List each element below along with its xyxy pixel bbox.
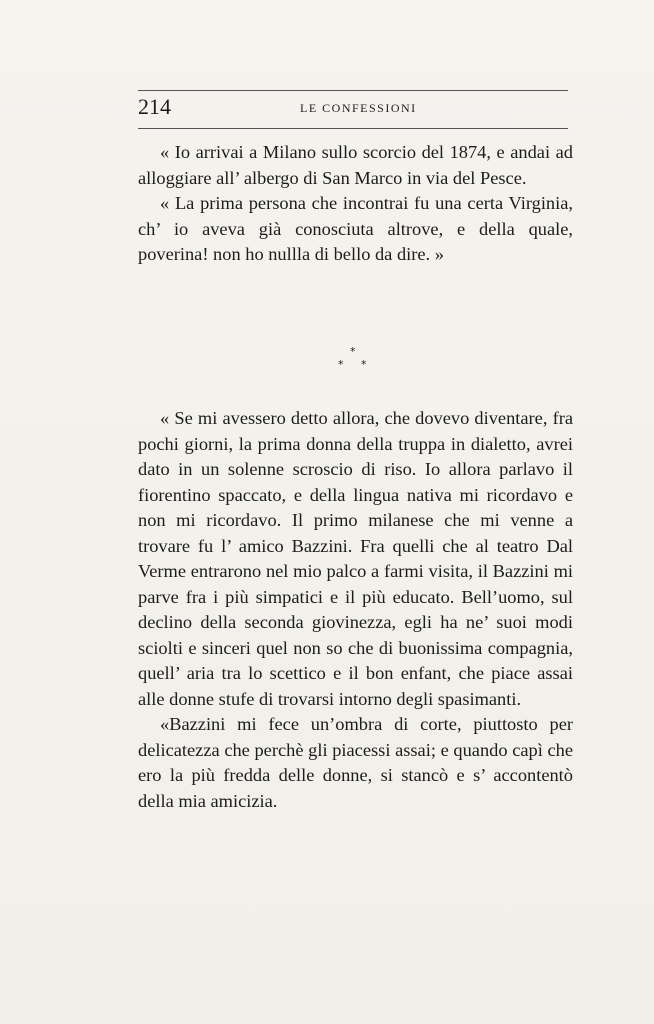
section-asterism [335, 346, 375, 376]
paragraph-bazzini-intro: « Se mi avessero detto allora, che dovevo diventare, fra pochi giorni, la prima donna della truppa in dialetto, avrei dato in un solenne scroscio di riso. Io allora parlavo il fiorentino spaccato, e della lingua nativa mi ricordavo e non mi ricordavo. Il primo milanese che mi venne a trovare fu l’ amico Bazzini. Fra quelli che al teatro Dal Verme entrarono nel mio palco a farmi visita, il Bazzini mi parve fra i più simpatici e il più educato. Bell’uomo, sul declino della seconda giovinezza, egli ha ne’ suoi modi sciolti e sinceri quel non so che di buonissima compagnia, quell’ aria tra lo scettico e il bon enfant, che piace assai alle donne stufe di trovarsi intorno degli spasimanti. [138, 408, 573, 709]
asterisk-left: * [338, 358, 344, 371]
asterisk-top: * [350, 345, 356, 358]
text-section-1 [138, 140, 573, 268]
asterisk-right: * [361, 358, 367, 371]
text-section-2 [138, 406, 573, 814]
paragraph-bazzini-friendship: «Bazzini mi fece un’ombra di corte, piuttosto per delicatezza che perchè gli piacessi assai; e quando capì che ero la più fredda delle donne, si stancò e s’ accontentò della mia amicizia. [138, 714, 573, 811]
header-rule-bottom [138, 128, 568, 129]
header-rule-top [138, 90, 568, 91]
paragraph-virginia: « La prima persona che incontrai fu una certa Virginia, ch’ io aveva già conosciuta altrove, e della quale, poverina! non ho nullla di bello da dire. » [138, 193, 573, 264]
paragraph-arrival: « Io arrivai a Milano sullo scorcio del 1874, e andai ad alloggiare all’ albergo di San Marco in via del Pesce. [138, 142, 573, 188]
page-number: 214 [138, 94, 171, 119]
running-title: LE CONFESSIONI [300, 101, 417, 115]
